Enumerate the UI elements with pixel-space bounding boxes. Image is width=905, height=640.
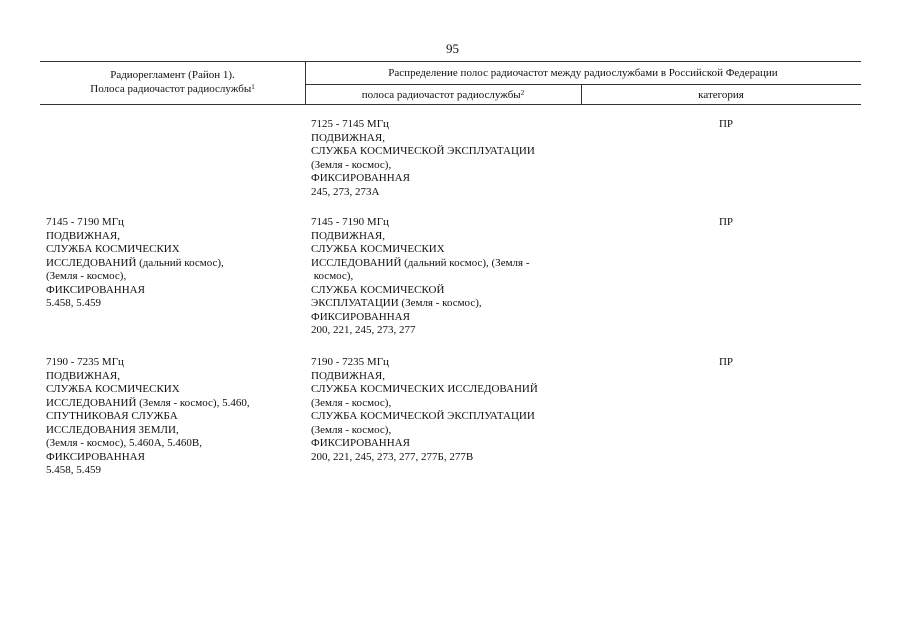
row2-left: 7145 - 7190 МГц ПОДВИЖНАЯ, СЛУЖБА КОСМИЧЕСКИХ ИССЛЕДОВАНИЙ (дальний космос), (Земля - космос), ФИКСИРОВАННАЯ 5.458, 5.459 <box>46 216 224 309</box>
row3-category: ПР <box>718 356 734 368</box>
header-left-line2-text: Полоса радиочастот радиослужбы <box>90 83 252 95</box>
header-bottom-rule <box>40 104 861 105</box>
header-left-line1: Радиорегламент (Район 1). <box>110 69 235 81</box>
row3-left: 7190 - 7235 МГц ПОДВИЖНАЯ, СЛУЖБА КОСМИЧЕСКИХ ИССЛЕДОВАНИЙ (Земля - космос), 5.460, СПУТНИКОВАЯ СЛУЖБА ИССЛЕДОВАНИЯ ЗЕМЛИ, (Земля - космос), 5.460А, 5.460В, ФИКСИРОВАННАЯ 5.458, 5.459 <box>46 356 250 476</box>
table-top-rule <box>40 61 861 62</box>
row1-middle: 7125 - 7145 МГц ПОДВИЖНАЯ, СЛУЖБА КОСМИЧЕСКОЙ ЭКСПЛУАТАЦИИ (Земля - космос), ФИКСИРОВАННАЯ 245, 273, 273А <box>311 118 535 198</box>
row1-category: ПР <box>718 118 734 130</box>
row2-category: ПР <box>718 216 734 228</box>
row3-middle: 7190 - 7235 МГц ПОДВИЖНАЯ, СЛУЖБА КОСМИЧЕСКИХ ИССЛЕДОВАНИЙ (Земля - космос), СЛУЖБА КОСМИЧЕСКОЙ ЭКСПЛУАТАЦИИ (Земля - космос), ФИКСИРОВАННАЯ 200, 221, 245, 273, 277, 277Б, 277В <box>311 356 538 463</box>
header-sub-rule <box>305 84 861 85</box>
page-number: 95 <box>446 41 459 56</box>
header-right-top: Распределение полос радиочастот между радиослужбами в Российской Федерации <box>388 67 778 79</box>
header-band-text: полоса радиочастот радиослужбы <box>361 89 521 101</box>
header-left-footnote: 1 <box>251 83 255 91</box>
header-category-column: категория <box>698 89 744 101</box>
header-left <box>40 68 305 96</box>
header-left-line2 <box>40 82 305 96</box>
header-band-footnote: 2 <box>520 89 525 97</box>
header-band-column <box>305 88 581 102</box>
row2-middle: 7145 - 7190 МГц ПОДВИЖНАЯ, СЛУЖБА КОСМИЧЕСКИХ ИССЛЕДОВАНИЙ (дальний космос), (Земля - космос), СЛУЖБА КОСМИЧЕСКОЙ ЭКСПЛУАТАЦИИ (Земля - космос), ФИКСИРОВАННАЯ 200, 221, 245, 273, 277 <box>311 216 530 336</box>
